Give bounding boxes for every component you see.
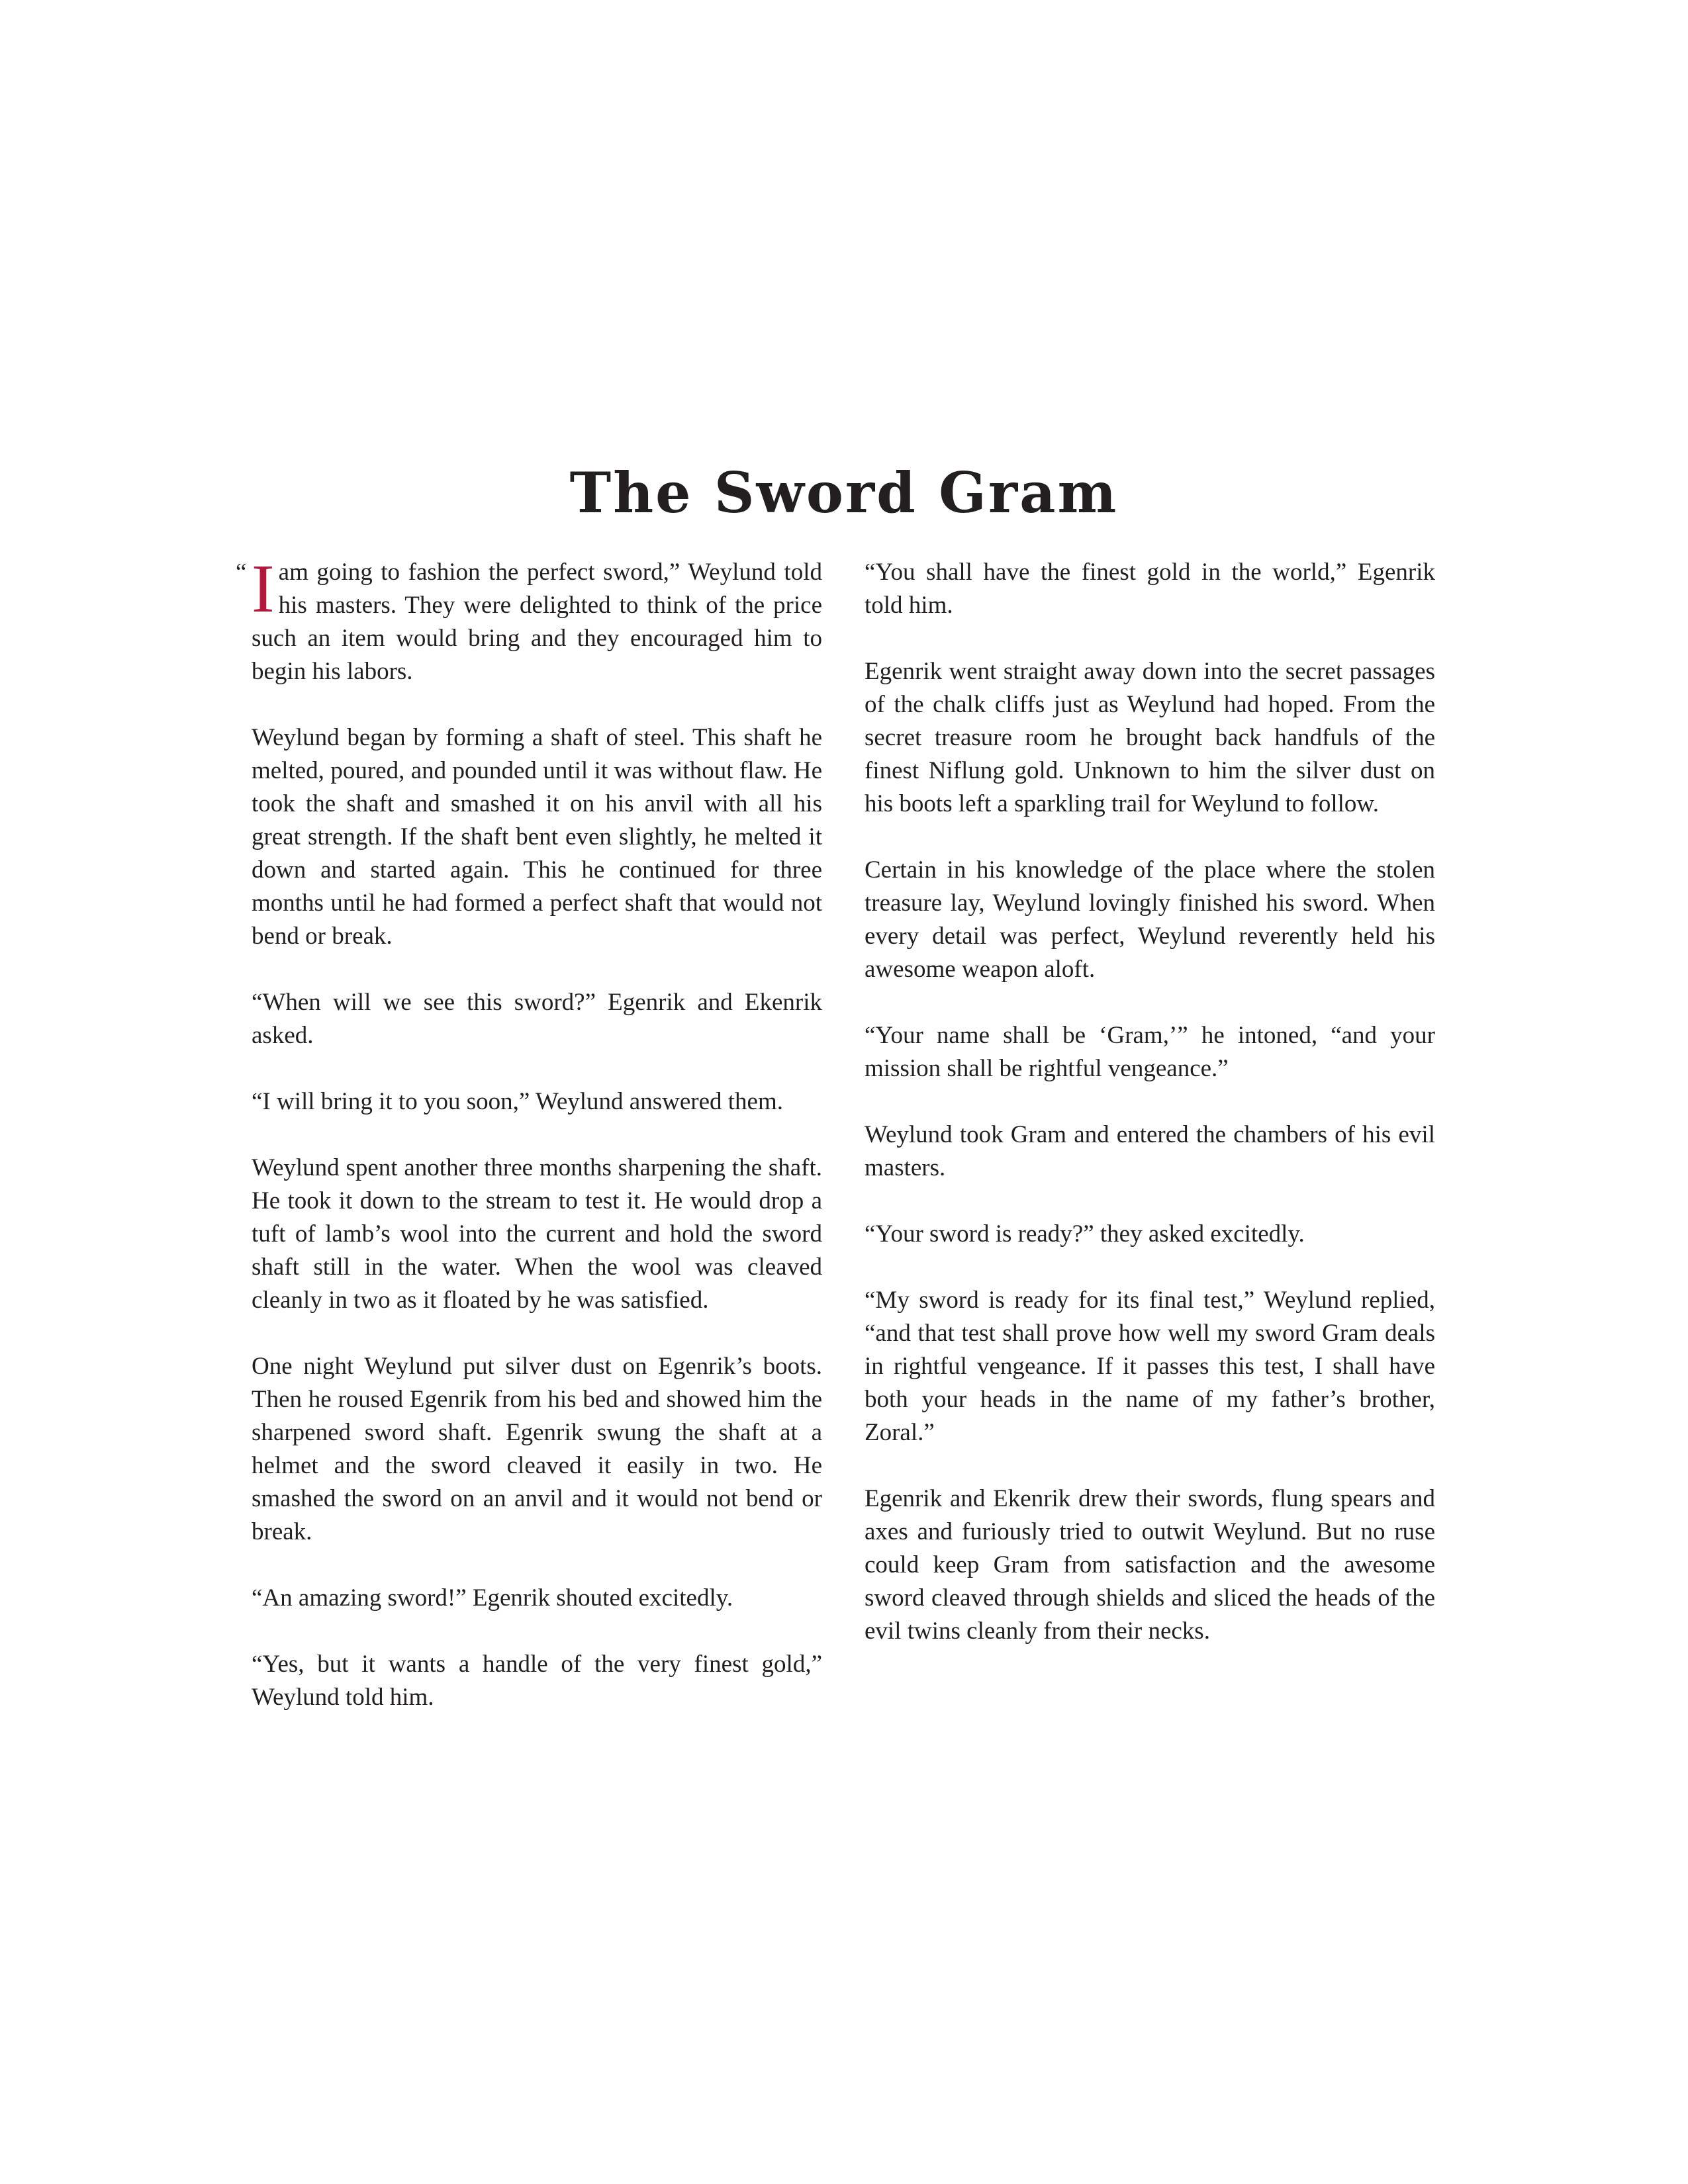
paragraph: “When will we see this sword?” Egenrik and Ekenrik asked. — [252, 989, 822, 1049]
right-column — [865, 556, 1435, 1681]
paragraph-text: am going to fashion the perfect sword,” Weylund told his masters. They were delighted to think of the price such an item would bring and they encouraged him to begin his labors. — [252, 559, 822, 685]
paragraph: Weylund spent another three months sharpening the shaft. He took it down to the stream to test it. He would drop a tuft of lamb’s wool into the current and hold the sword shaft still in the water. When the wool was cleaved cleanly in two as it floated by he was satisfied. — [252, 1154, 822, 1314]
paragraph: Egenrik went straight away down into the secret passages of the chalk cliffs just as Weylund had hoped. From the secret treasure room he brought back handfuls of the finest Niflung gold. Unknown to him the silver dust on his boots left a sparkling trail for Weylund to follow. — [865, 658, 1435, 817]
paragraph: Weylund began by forming a shaft of steel. This shaft he melted, poured, and pounded until it was without flaw. He took the shaft and smashed it on his anvil with all his great strength. If the shaft bent even slightly, he melted it down and started again. This he continued for three months until he had formed a perfect shaft that would not bend or break. — [252, 724, 822, 950]
drop-cap-letter: I — [252, 551, 275, 627]
paragraph: “I will bring it to you soon,” Weylund answered them. — [252, 1088, 783, 1115]
paragraph: “An amazing sword!” Egenrik shouted excitedly. — [252, 1584, 733, 1612]
paragraph: Weylund took Gram and entered the chambers of his evil masters. — [865, 1121, 1435, 1181]
paragraph: “Your name shall be ‘Gram,’” he intoned, “and your mission shall be rightful vengeance.” — [865, 1022, 1435, 1082]
paragraph: “You shall have the finest gold in the world,” Egenrik told him. — [865, 559, 1435, 619]
page-title: The Sword Gram — [569, 460, 1119, 525]
opening-quote-mark: “ — [236, 559, 247, 586]
paragraph: “Your sword is ready?” they asked excitedly. — [865, 1220, 1305, 1248]
left-column — [236, 551, 822, 1747]
paragraph-opening — [236, 551, 822, 688]
paragraph: One night Weylund put silver dust on Egenrik’s boots. Then he roused Egenrik from his bed and showed him the sharpened sword shaft. Egenrik swung the shaft at a helmet and the sword cleaved it easily in two. He smashed the sword on an anvil and it would not bend or break. — [252, 1353, 822, 1545]
paragraph: “Yes, but it wants a handle of the very finest gold,” Weylund told him. — [252, 1651, 822, 1711]
paragraph: “My sword is ready for its final test,” Weylund replied, “and that test shall prove how well my sword Gram deals in rightful vengeance. If it passes this test, I shall have both your heads in the name of my father’s brother, Zoral.” — [865, 1287, 1435, 1446]
paragraph: Certain in his knowledge of the place where the stolen treasure lay, Weylund lovingly finished his sword. When every detail was perfect, Weylund reverently held his awesome weapon aloft. — [865, 856, 1435, 983]
paragraph: Egenrik and Ekenrik drew their swords, flung spears and axes and furiously tried to outwit Weylund. But no ruse could keep Gram from satisfaction and the awesome sword cleaved through shields and sliced the heads of the evil twins cleanly from their necks. — [865, 1485, 1435, 1645]
